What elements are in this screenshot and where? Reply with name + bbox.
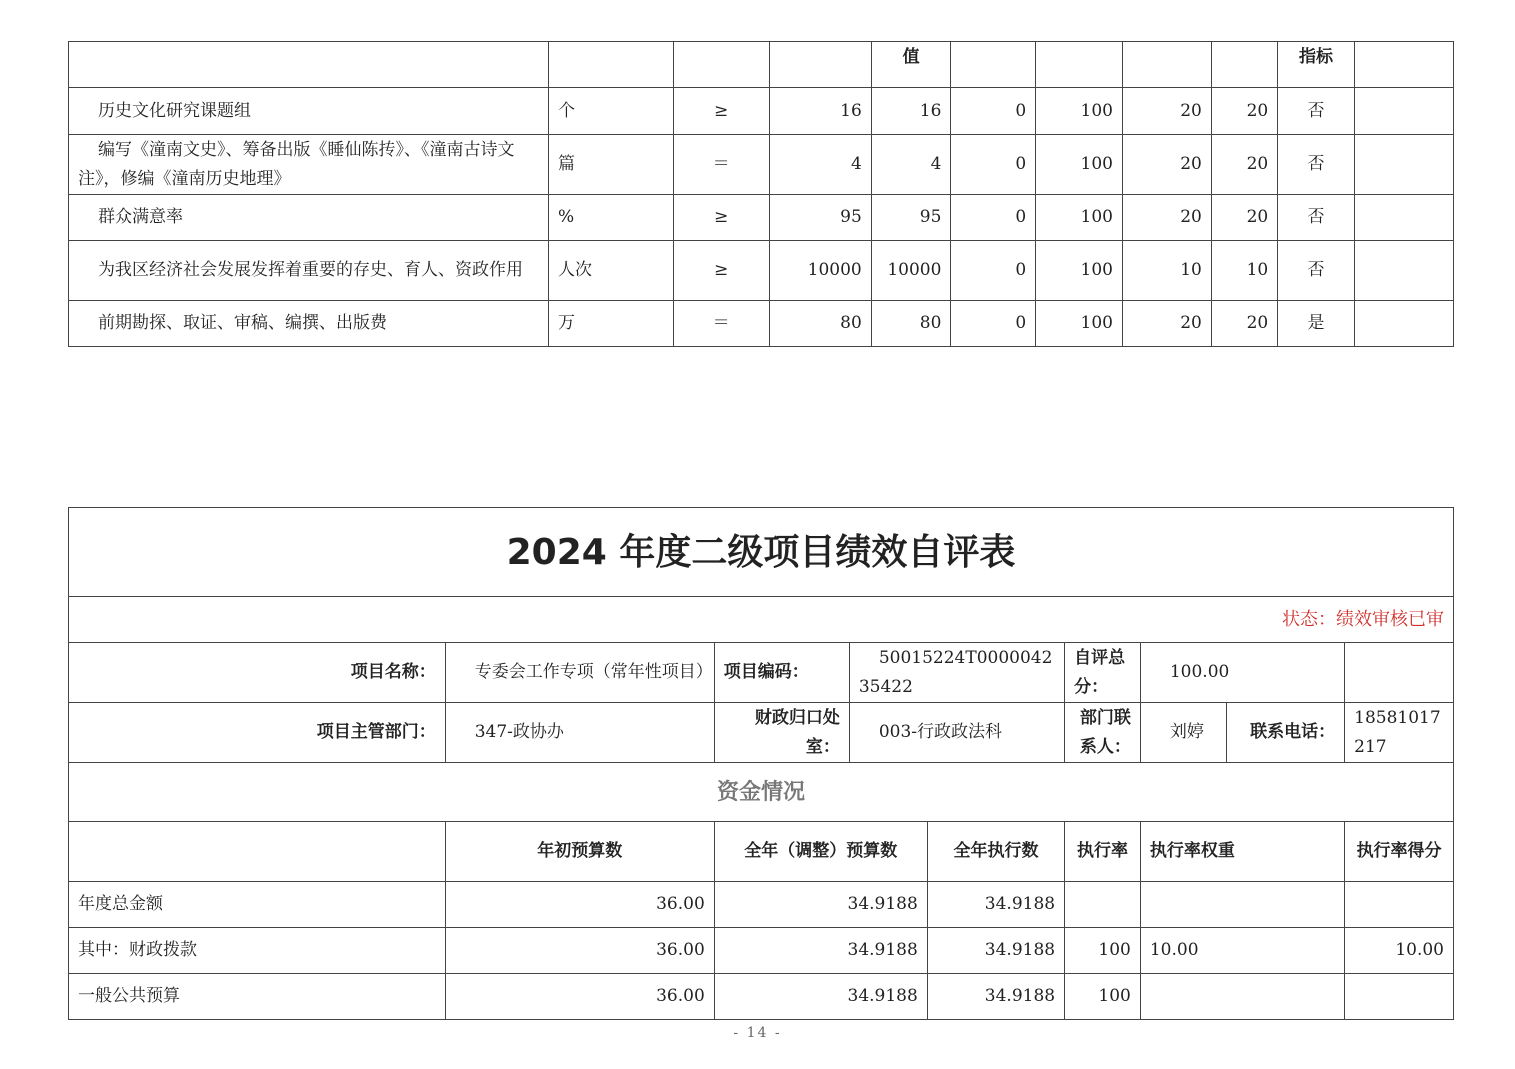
indicator-operator: ≥ (673, 241, 769, 301)
indicator-cell: 20 (1123, 135, 1212, 195)
header-cell (673, 42, 769, 88)
funds-row-adjusted: 34.9188 (714, 974, 927, 1020)
funds-row-weight (1140, 974, 1344, 1020)
project-code-label: 项目编码： (714, 643, 849, 703)
indicator-cell: 20 (1211, 195, 1277, 241)
form-title-row (69, 508, 1454, 597)
indicator-cell: 100 (1036, 88, 1123, 135)
indicator-cell: 20 (1123, 88, 1212, 135)
indicator-table (68, 41, 1454, 347)
indicator-unit: 万 (549, 301, 674, 347)
indicator-name: 为我区经济社会发展发挥着重要的存史、育人、资政作用 (69, 241, 549, 301)
header-cell-value: 值 (871, 42, 951, 88)
funds-row-executed: 34.9188 (927, 882, 1064, 928)
funds-row-label: 其中：财政拨款 (69, 928, 446, 974)
dept-label: 项目主管部门： (69, 703, 446, 763)
phone-value: 18581017217 (1345, 703, 1454, 763)
indicator-cell: 20 (1123, 195, 1212, 241)
dept-value: 347-政协办 (445, 703, 714, 763)
indicator-cell: 0 (951, 195, 1036, 241)
score-value: 100.00 (1140, 643, 1344, 703)
funds-section-row (69, 763, 1454, 822)
indicator-unit: 人次 (549, 241, 674, 301)
indicator-unit: 篇 (549, 135, 674, 195)
table-row (69, 195, 1454, 241)
finance-office-value: 003-行政政法科 (849, 703, 1064, 763)
funds-row-initial: 36.00 (445, 974, 714, 1020)
funds-header-empty (69, 822, 446, 882)
status-label: 状态：绩效审核已审 (69, 597, 1454, 643)
funds-row-rate: 100 (1065, 974, 1141, 1020)
indicator-name: 历史文化研究课题组 (69, 88, 549, 135)
funds-row-adjusted: 34.9188 (714, 928, 927, 974)
form-status-row (69, 597, 1454, 643)
header-cell (1211, 42, 1277, 88)
indicator-cell: 0 (951, 135, 1036, 195)
indicator-cell: 20 (1211, 135, 1277, 195)
indicator-flag: 否 (1278, 88, 1355, 135)
indicator-actual: 10000 (871, 241, 951, 301)
funds-header-weight: 执行率权重 (1140, 822, 1344, 882)
funds-header-executed: 全年执行数 (927, 822, 1064, 882)
indicator-cell: 10 (1123, 241, 1212, 301)
indicator-actual: 4 (871, 135, 951, 195)
indicator-name: 群众满意率 (69, 195, 549, 241)
indicator-extra (1354, 195, 1453, 241)
indicator-operator: ＝ (673, 301, 769, 347)
indicator-cell: 100 (1036, 195, 1123, 241)
funds-header-rate: 执行率 (1065, 822, 1141, 882)
funds-header-score: 执行率得分 (1345, 822, 1454, 882)
project-name-value: 专委会工作专项（常年性项目） (445, 643, 714, 703)
self-evaluation-form (68, 507, 1454, 1020)
header-cell (549, 42, 674, 88)
indicator-cell: 100 (1036, 241, 1123, 301)
funds-header-row (69, 822, 1454, 882)
indicator-extra (1354, 88, 1453, 135)
funds-header-initial: 年初预算数 (445, 822, 714, 882)
funds-row-adjusted: 34.9188 (714, 882, 927, 928)
funds-row (69, 882, 1454, 928)
project-name-label: 项目名称： (69, 643, 446, 703)
form-title: 2024 年度二级项目绩效自评表 (69, 508, 1454, 597)
indicator-cell: 100 (1036, 301, 1123, 347)
indicator-flag: 是 (1278, 301, 1355, 347)
funds-row-label: 一般公共预算 (69, 974, 446, 1020)
finance-office-label: 财政归口处室： (714, 703, 849, 763)
header-cell (69, 42, 549, 88)
funds-row-executed: 34.9188 (927, 974, 1064, 1020)
table-row (69, 301, 1454, 347)
project-code-value: 50015224T000004235422 (849, 643, 1064, 703)
funds-row-score: 10.00 (1345, 928, 1454, 974)
funds-section-title: 资金情况 (69, 763, 1454, 822)
indicator-cell: 20 (1211, 301, 1277, 347)
table-row (69, 135, 1454, 195)
indicator-cell: 20 (1123, 301, 1212, 347)
header-cell (951, 42, 1036, 88)
funds-header-adjusted: 全年（调整）预算数 (714, 822, 927, 882)
indicator-cell: 0 (951, 241, 1036, 301)
indicator-flag: 否 (1278, 195, 1355, 241)
indicator-cell: 0 (951, 301, 1036, 347)
indicator-target: 80 (769, 301, 871, 347)
indicator-target: 95 (769, 195, 871, 241)
score-label: 自评总分： (1065, 643, 1141, 703)
indicator-flag: 否 (1278, 241, 1355, 301)
indicator-target: 16 (769, 88, 871, 135)
table-row (69, 241, 1454, 301)
indicator-operator: ＝ (673, 135, 769, 195)
funds-row-score (1345, 882, 1454, 928)
funds-row-initial: 36.00 (445, 882, 714, 928)
indicator-flag: 否 (1278, 135, 1355, 195)
funds-row-rate (1065, 882, 1141, 928)
indicator-name: 前期勘探、取证、审稿、编撰、出版费 (69, 301, 549, 347)
indicator-cell: 100 (1036, 135, 1123, 195)
funds-row-executed: 34.9188 (927, 928, 1064, 974)
indicator-extra (1354, 301, 1453, 347)
indicator-actual: 80 (871, 301, 951, 347)
indicator-unit: % (549, 195, 674, 241)
funds-row-initial: 36.00 (445, 928, 714, 974)
indicator-target: 10000 (769, 241, 871, 301)
indicator-unit: 个 (549, 88, 674, 135)
funds-row (69, 928, 1454, 974)
indicator-operator: ≥ (673, 195, 769, 241)
indicator-target: 4 (769, 135, 871, 195)
empty-cell (1345, 643, 1454, 703)
table-row (69, 88, 1454, 135)
funds-row-rate: 100 (1065, 928, 1141, 974)
indicator-cell: 0 (951, 88, 1036, 135)
indicator-actual: 95 (871, 195, 951, 241)
project-info-row (69, 643, 1454, 703)
table-header-row (69, 42, 1454, 88)
indicator-name: 编写《潼南文史》、筹备出版《睡仙陈抟》、《潼南古诗文注》，修编《潼南历史地理》 (69, 135, 549, 195)
indicator-cell: 20 (1211, 88, 1277, 135)
header-cell (1354, 42, 1453, 88)
indicator-operator: ≥ (673, 88, 769, 135)
funds-row (69, 974, 1454, 1020)
funds-row-weight (1140, 882, 1344, 928)
funds-row-label: 年度总金额 (69, 882, 446, 928)
indicator-extra (1354, 135, 1453, 195)
contact-value: 刘婷 (1140, 703, 1226, 763)
contact-label: 部门联系人： (1065, 703, 1141, 763)
page-number: - 14 - (733, 1025, 782, 1041)
header-cell (1036, 42, 1123, 88)
header-cell-indicator: 指标 (1278, 42, 1355, 88)
indicator-cell: 10 (1211, 241, 1277, 301)
department-info-row (69, 703, 1454, 763)
funds-row-score (1345, 974, 1454, 1020)
phone-label: 联系电话： (1226, 703, 1345, 763)
indicator-actual: 16 (871, 88, 951, 135)
funds-row-weight: 10.00 (1140, 928, 1344, 974)
header-cell (1123, 42, 1212, 88)
header-cell (769, 42, 871, 88)
indicator-extra (1354, 241, 1453, 301)
